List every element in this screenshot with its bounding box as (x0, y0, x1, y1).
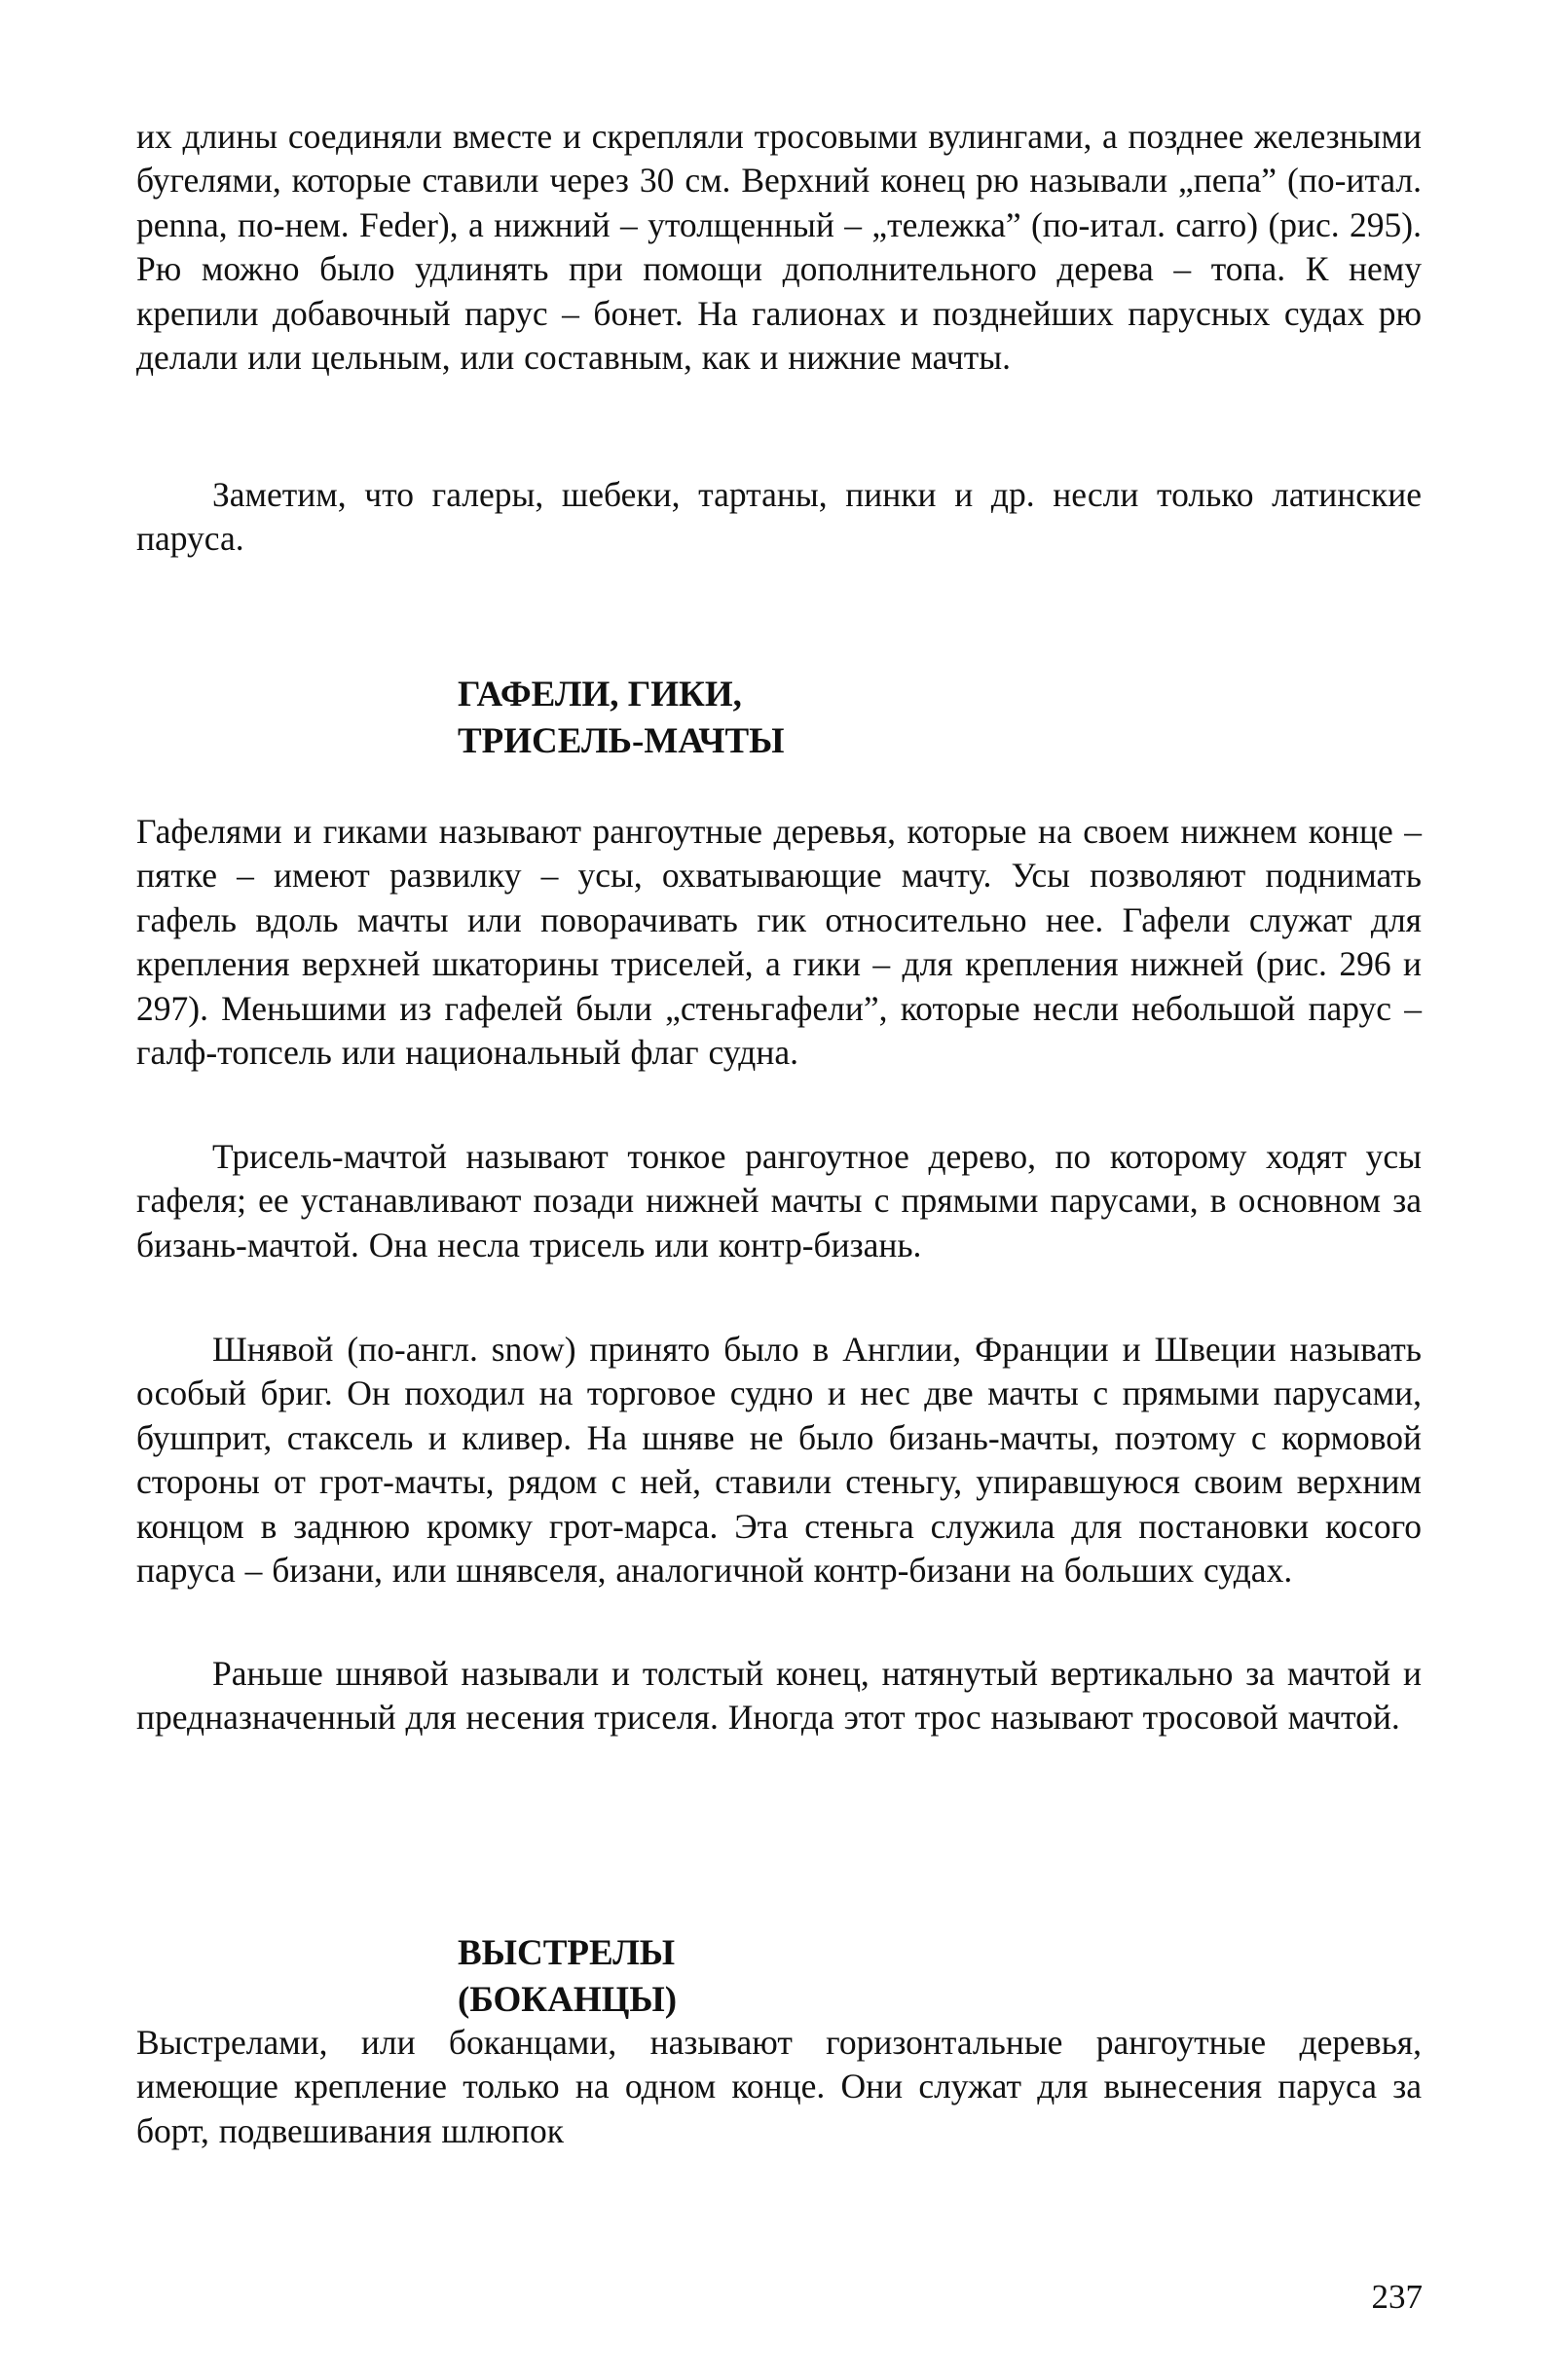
intro-paragraph-1: их длины соединяли вместе и скрепляли тросовыми вулингами, а позднее железными бугелями, которые ставили через 30 см. Верхний конец рю называли „пепа” (по-итал. penna, по-нем. Feder), а нижний – утолщенный – „тележка” (по-итал. carro) (рис. 295). Рю можно было удлинять при помощи дополнительного дерева – топа. К нему крепили добавочный парус – бонет. На галионах и позднейших парусных судах рю делали или цельным, или составным, как и нижние мачты. (136, 117, 1422, 378)
section1-paragraph-2: Трисель-мачтой называют тонкое рангоутное дерево, по которому ходят усы гафеля; ее устанавливают позади нижней мачты с прямыми парусами, в основном за бизань-мачтой. Она несла трисель или контр-бизань. (136, 1137, 1422, 1264)
section1-paragraph-1: Гафелями и гиками называют рангоутные деревья, которые на своем нижнем конце – пятке – имеют развилку – усы, охватывающие мачту. Усы позволяют поднимать гафель вдоль мачты или поворачивать гик относительно нее. Гафели служат для крепления верхней шкаторины триселей, а гики – для крепления нижней (рис. 296 и 297). Меньшими из гафелей были „стеньгафели”, которые несли небольшой парус – галф-топсель или национальный флаг судна. (136, 812, 1422, 1073)
section-heading-line-2: (БОКАНЦЫ) (458, 1980, 678, 2020)
section-heading-line-2: ТРИСЕЛЬ-МАЧТЫ (458, 721, 785, 761)
book-page (136, 115, 1422, 2334)
page-number: 237 (1371, 2278, 1423, 2316)
intro-paragraph-2: Заметим, что галеры, шебеки, тартаны, пинки и др. несли только латинские паруса. (136, 475, 1422, 559)
section-heading-booms-davits (458, 1930, 1139, 2024)
section-heading-line-1: ГАФЕЛИ, ГИКИ, (458, 675, 742, 714)
section2-paragraph-1: Выстрелами, или боканцами, называют горизонтальные рангоутные деревья, имеющие крепление только на одном конце. Они служат для вынесения паруса за борт, подвешивания шлюпок (136, 2023, 1422, 2150)
section1-paragraph-3: Шнявой (по-англ. snow) принято было в Англии, Франции и Швеции называть особый бриг. Он походил на торговое судно и нес две мачты с прямыми парусами, бушприт, стаксель и кливер. На шняве не было бизань-мачты, поэтому с кормовой стороны от грот-мачты, рядом с ней, ставили стеньгу, упиравшуюся своим верхним концом в заднюю кромку грот-марса. Эта стеньга служила для постановки косого паруса – бизани, или шнявселя, аналогичной контр-бизани на больших судах. (136, 1330, 1422, 1591)
section-heading-gaffs-booms (458, 672, 1139, 765)
section1-paragraph-4: Раньше шнявой называли и толстый конец, натянутый вертикально за мачтой и предназначенный для несения триселя. Иногда этот трос называют тросовой мачтой. (136, 1654, 1422, 1738)
section-heading-line-1: ВЫСТРЕЛЫ (458, 1933, 676, 1973)
